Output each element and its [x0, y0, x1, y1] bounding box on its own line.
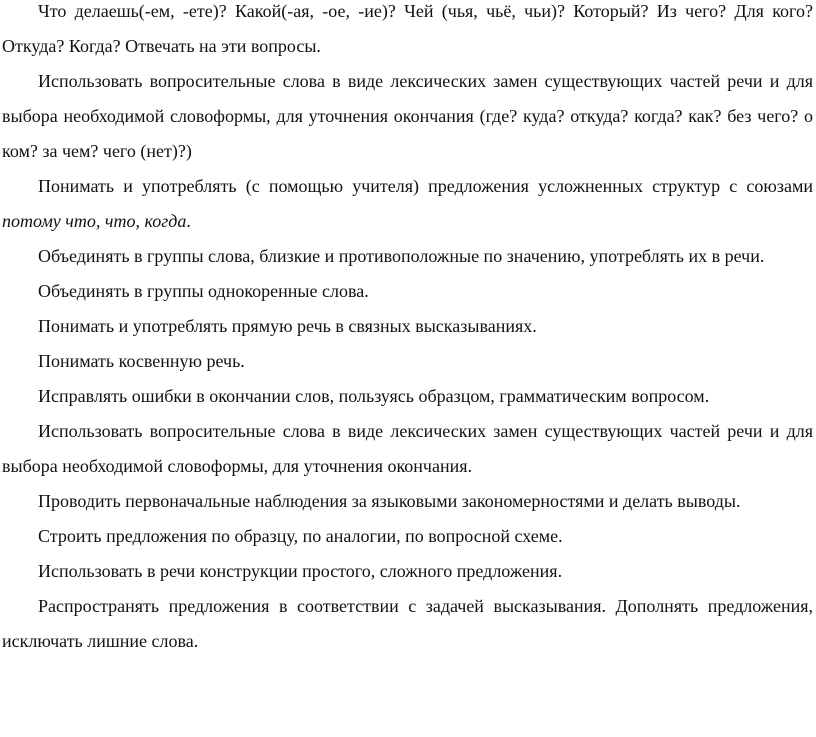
paragraph-extend-sentences	[2, 589, 813, 659]
paragraph-question-words-2	[2, 414, 813, 484]
paragraph-text: Использовать вопросительные слова в виде лексических замен существующих частей речи и для выбора необходимой словоформы, для уточнения окончания (где? куда? откуда? когда? как? без чего? о ком? за чем? чего (нет)?)	[2, 71, 813, 161]
paragraph-observations	[2, 484, 813, 519]
paragraph-text: Что делаешь(-ем, -ете)? Какой(-ая, -ое, -ие)? Чей (чья, чьё, чьи)? Который? Из чего? Для кого? Откуда? Когда? Отвечать на эти вопросы.	[2, 1, 813, 56]
paragraph-constructions	[2, 554, 813, 589]
paragraph-text: Распространять предложения в соответствии с задачей высказывания. Дополнять предложения, исключать лишние слова.	[2, 596, 813, 651]
paragraph-text: Понимать и употреблять прямую речь в связных высказываниях.	[38, 316, 537, 336]
paragraph-root-words	[2, 274, 813, 309]
paragraph-direct-speech	[2, 309, 813, 344]
paragraph-build-sentences	[2, 519, 813, 554]
paragraph-text: Исправлять ошибки в окончании слов, пользуясь образцом, грамматическим вопросом.	[38, 386, 710, 406]
paragraph-text: Использовать в речи конструкции простого, сложного предложения.	[38, 561, 563, 581]
paragraph-text: Объединять в группы слова, близкие и противоположные по значению, употреблять их в речи.	[38, 246, 765, 266]
paragraph-word-groups	[2, 239, 813, 274]
paragraph-text: Объединять в группы однокоренные слова.	[38, 281, 369, 301]
paragraph-text: Понимать косвенную речь.	[38, 351, 245, 371]
paragraph-text: .	[186, 211, 191, 231]
paragraph-text: Использовать вопросительные слова в виде лексических замен существующих частей речи и для выбора необходимой словоформы, для уточнения окончания.	[2, 421, 813, 476]
paragraph-error-correction	[2, 379, 813, 414]
paragraph-questions	[2, 0, 813, 64]
paragraph-text: Строить предложения по образцу, по аналогии, по вопросной схеме.	[38, 526, 563, 546]
paragraph-text: Проводить первоначальные наблюдения за языковыми закономерностями и делать выводы.	[38, 491, 741, 511]
conjunctions-italic: потому что, что, когда	[2, 211, 187, 231]
paragraph-text: Понимать и употреблять (с помощью учителя) предложения усложненных структур с союзами	[38, 176, 813, 196]
paragraph-indirect-speech	[2, 344, 813, 379]
paragraph-question-words	[2, 64, 813, 169]
paragraph-complex-sentences	[2, 169, 813, 239]
